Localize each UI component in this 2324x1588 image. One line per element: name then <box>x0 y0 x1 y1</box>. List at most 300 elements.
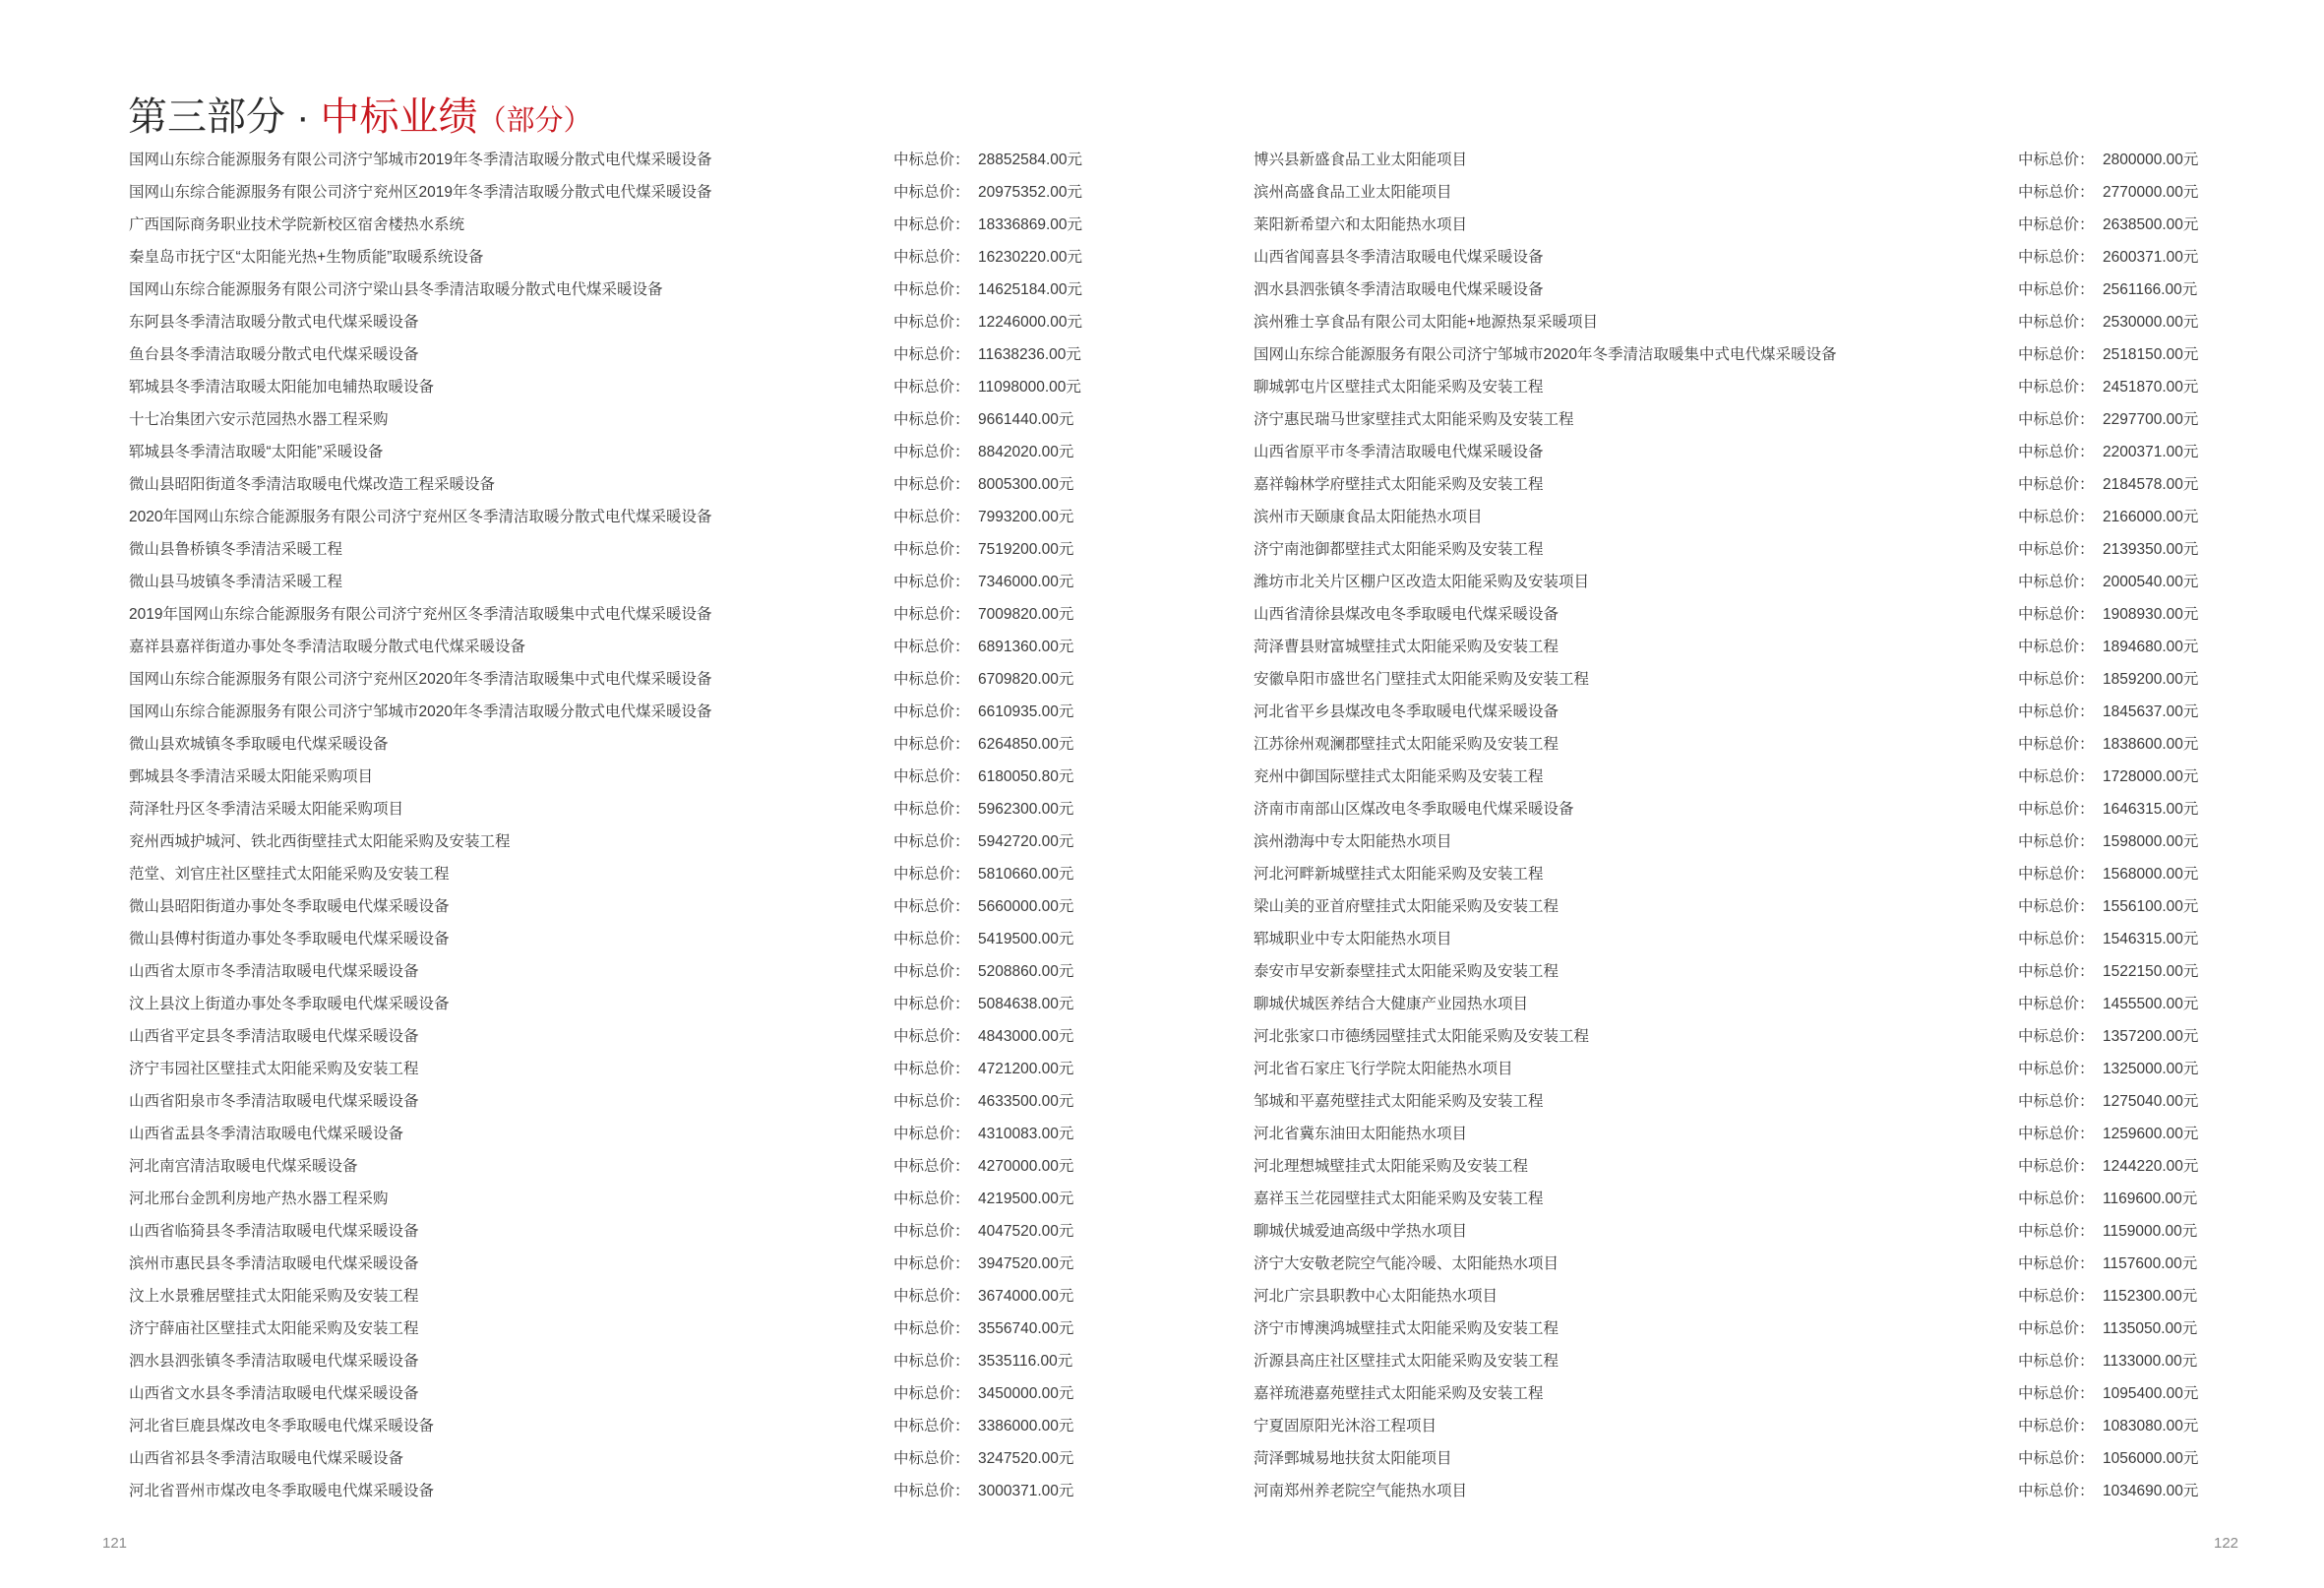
bid-amount <box>2018 209 2198 241</box>
amount-label: 中标总价： <box>893 1093 970 1110</box>
amount-value: 1169600.00元 <box>2103 1191 2198 1207</box>
bid-amount <box>2018 1280 2197 1313</box>
list-item <box>129 696 1093 728</box>
bid-amount <box>2018 371 2198 403</box>
list-item <box>129 663 1093 696</box>
list-item <box>129 631 1093 663</box>
amount-label: 中标总价： <box>2018 801 2095 818</box>
amount-label: 中标总价： <box>2018 1191 2095 1207</box>
page-title <box>128 92 592 146</box>
amount-value: 4843000.00元 <box>978 1028 1074 1045</box>
list-item <box>1254 663 2218 696</box>
project-name: 河北省晋州市煤改电冬季取暖电代煤采暖设备 <box>129 1483 435 1499</box>
list-item <box>129 338 1093 371</box>
amount-value: 3947520.00元 <box>978 1255 1074 1272</box>
project-name: 河北省平乡县煤改电冬季取暖电代煤采暖设备 <box>1254 703 1560 720</box>
bid-amount <box>893 1215 1073 1248</box>
project-name: 宁夏固原阳光沐浴工程项目 <box>1254 1418 1437 1435</box>
amount-value: 16230220.00元 <box>978 249 1083 266</box>
project-name: 山西省文水县冬季清洁取暖电代煤采暖设备 <box>129 1385 419 1402</box>
amount-label: 中标总价： <box>2018 1288 2095 1305</box>
project-name: 济宁南池御都壁挂式太阳能采购及安装工程 <box>1254 541 1544 558</box>
project-name: 2020年国网山东综合能源服务有限公司济宁兖州区冬季清洁取暖分散式电代煤采暖设备 <box>129 509 712 525</box>
list-item <box>1254 306 2218 338</box>
amount-value: 1259600.00元 <box>2103 1126 2199 1142</box>
bid-amount <box>2018 1442 2198 1475</box>
project-name: 山西省清徐县煤改电冬季取暖电代煤采暖设备 <box>1254 606 1560 623</box>
amount-label: 中标总价： <box>893 1288 970 1305</box>
amount-value: 2518150.00元 <box>2103 346 2199 363</box>
bid-amount <box>2018 468 2198 501</box>
amount-label: 中标总价： <box>893 184 970 201</box>
amount-label: 中标总价： <box>893 606 970 623</box>
project-name: 2019年国网山东综合能源服务有限公司济宁兖州区冬季清洁取暖集中式电代煤采暖设备 <box>129 606 712 623</box>
amount-label: 中标总价： <box>2018 703 2095 720</box>
amount-value: 2561166.00元 <box>2103 281 2198 298</box>
bid-amount <box>2018 923 2198 955</box>
amount-label: 中标总价： <box>893 1158 970 1175</box>
bid-amount <box>2018 1345 2197 1377</box>
list-item <box>129 1183 1093 1215</box>
list-item <box>129 403 1093 436</box>
project-name: 山西省阳泉市冬季清洁取暖电代煤采暖设备 <box>129 1093 419 1110</box>
project-name: 山西省临猗县冬季清洁取暖电代煤采暖设备 <box>129 1223 419 1240</box>
amount-label: 中标总价： <box>893 768 970 785</box>
amount-label: 中标总价： <box>893 931 970 947</box>
amount-label: 中标总价： <box>2018 574 2095 590</box>
project-name: 兖州中御国际壁挂式太阳能采购及安装工程 <box>1254 768 1544 785</box>
amount-value: 6610935.00元 <box>978 703 1074 720</box>
bid-amount <box>2018 1150 2198 1183</box>
amount-value: 6180050.80元 <box>978 768 1074 785</box>
bid-amount <box>2018 1313 2197 1345</box>
bid-amount <box>893 858 1073 890</box>
bid-amount <box>893 890 1073 923</box>
amount-value: 7346000.00元 <box>978 574 1074 590</box>
left-project-list <box>129 144 1093 1507</box>
amount-label: 中标总价： <box>2018 541 2095 558</box>
project-name: 泗水县泗张镇冬季清洁取暖电代煤采暖设备 <box>129 1353 419 1370</box>
amount-value: 1845637.00元 <box>2103 703 2199 720</box>
amount-label: 中标总价： <box>893 1223 970 1240</box>
amount-label: 中标总价： <box>893 152 970 168</box>
list-item <box>129 793 1093 825</box>
project-name: 聊城伏城医养结合大健康产业园热水项目 <box>1254 996 1529 1012</box>
bid-amount <box>2018 955 2198 988</box>
bid-amount <box>893 1313 1073 1345</box>
amount-label: 中标总价： <box>2018 671 2095 688</box>
project-name: 微山县马坡镇冬季清洁采暖工程 <box>129 574 343 590</box>
amount-label: 中标总价： <box>893 509 970 525</box>
project-name: 河北南宫清洁取暖电代煤采暖设备 <box>129 1158 358 1175</box>
list-item <box>1254 1215 2218 1248</box>
list-item <box>129 436 1093 468</box>
amount-value: 9661440.00元 <box>978 411 1074 428</box>
bid-amount <box>893 988 1073 1020</box>
list-item <box>129 890 1093 923</box>
amount-label: 中标总价： <box>2018 444 2095 460</box>
project-name: 济南市南部山区煤改电冬季取暖电代煤采暖设备 <box>1254 801 1574 818</box>
amount-value: 8842020.00元 <box>978 444 1074 460</box>
list-item <box>1254 923 2218 955</box>
project-name: 十七冶集团六安示范园热水器工程采购 <box>129 411 389 428</box>
list-item <box>1254 274 2218 306</box>
project-name: 河北邢台金凯利房地产热水器工程采购 <box>129 1191 389 1207</box>
bid-amount <box>893 728 1073 761</box>
project-name: 山西省平定县冬季清洁取暖电代煤采暖设备 <box>129 1028 419 1045</box>
page-number-right: 122 <box>2214 1535 2239 1552</box>
project-name: 河北张家口市德绣园壁挂式太阳能采购及安装工程 <box>1254 1028 1590 1045</box>
amount-label: 中标总价： <box>2018 1061 2095 1077</box>
bid-amount <box>893 923 1073 955</box>
bid-amount <box>2018 176 2198 209</box>
project-name: 国网山东综合能源服务有限公司济宁邹城市2020年冬季清洁取暖集中式电代煤采暖设备 <box>1254 346 1837 363</box>
amount-label: 中标总价： <box>893 541 970 558</box>
project-name: 河北理想城壁挂式太阳能采购及安装工程 <box>1254 1158 1529 1175</box>
amount-label: 中标总价： <box>2018 1255 2095 1272</box>
amount-label: 中标总价： <box>2018 1385 2095 1402</box>
list-item <box>1254 631 2218 663</box>
amount-value: 2600371.00元 <box>2103 249 2199 266</box>
bid-amount <box>2018 566 2198 598</box>
bid-amount <box>2018 728 2198 761</box>
bid-amount <box>893 1150 1073 1183</box>
amount-label: 中标总价： <box>893 996 970 1012</box>
amount-value: 1275040.00元 <box>2103 1093 2199 1110</box>
list-item <box>129 1377 1093 1410</box>
amount-value: 1568000.00元 <box>2103 866 2199 883</box>
list-item <box>1254 241 2218 274</box>
project-name: 安徽阜阳市盛世名门壁挂式太阳能采购及安装工程 <box>1254 671 1590 688</box>
list-item <box>1254 955 2218 988</box>
list-item <box>129 1442 1093 1475</box>
amount-label: 中标总价： <box>2018 1126 2095 1142</box>
amount-value: 7519200.00元 <box>978 541 1074 558</box>
list-item <box>1254 728 2218 761</box>
amount-value: 7009820.00元 <box>978 606 1074 623</box>
amount-value: 1728000.00元 <box>2103 768 2199 785</box>
project-name: 河北广宗县职教中心太阳能热水项目 <box>1254 1288 1498 1305</box>
amount-value: 1894680.00元 <box>2103 639 2199 655</box>
amount-value: 2166000.00元 <box>2103 509 2199 525</box>
list-item <box>129 1345 1093 1377</box>
amount-label: 中标总价： <box>893 1353 970 1370</box>
bid-amount <box>893 209 1082 241</box>
bid-amount <box>2018 1475 2198 1507</box>
bid-amount <box>2018 858 2198 890</box>
amount-label: 中标总价： <box>893 379 970 396</box>
list-item <box>1254 1345 2218 1377</box>
amount-label: 中标总价： <box>893 1061 970 1077</box>
list-item <box>129 566 1093 598</box>
bid-amount <box>2018 403 2198 436</box>
list-item <box>1254 825 2218 858</box>
amount-label: 中标总价： <box>893 1191 970 1207</box>
project-name: 鱼台县冬季清洁取暖分散式电代煤采暖设备 <box>129 346 419 363</box>
amount-value: 1598000.00元 <box>2103 833 2199 850</box>
bid-amount <box>893 566 1073 598</box>
bid-amount <box>893 1280 1073 1313</box>
title-subtitle: （部分） <box>477 105 592 137</box>
amount-label: 中标总价： <box>2018 346 2095 363</box>
amount-label: 中标总价： <box>2018 1418 2095 1435</box>
bid-amount <box>2018 1085 2198 1118</box>
list-item <box>1254 144 2218 176</box>
amount-value: 1357200.00元 <box>2103 1028 2199 1045</box>
list-item <box>129 1248 1093 1280</box>
amount-label: 中标总价： <box>2018 216 2095 233</box>
amount-value: 1908930.00元 <box>2103 606 2199 623</box>
project-name: 菏泽曹县财富城壁挂式太阳能采购及安装工程 <box>1254 639 1560 655</box>
list-item <box>129 988 1093 1020</box>
amount-value: 8005300.00元 <box>978 476 1074 493</box>
list-item <box>1254 338 2218 371</box>
amount-label: 中标总价： <box>893 736 970 753</box>
bid-amount <box>893 436 1073 468</box>
project-name: 聊城郭屯片区壁挂式太阳能采购及安装工程 <box>1254 379 1544 396</box>
list-item <box>129 1410 1093 1442</box>
amount-value: 1546315.00元 <box>2103 931 2199 947</box>
amount-label: 中标总价： <box>2018 249 2095 266</box>
project-name: 滨州市惠民县冬季清洁取暖电代煤采暖设备 <box>129 1255 419 1272</box>
list-item <box>129 533 1093 566</box>
amount-label: 中标总价： <box>2018 1320 2095 1337</box>
amount-value: 4270000.00元 <box>978 1158 1074 1175</box>
bid-amount <box>893 1085 1073 1118</box>
amount-value: 2770000.00元 <box>2103 184 2199 201</box>
amount-label: 中标总价： <box>893 1418 970 1435</box>
list-item <box>1254 176 2218 209</box>
amount-value: 3247520.00元 <box>978 1450 1074 1467</box>
list-item <box>129 1280 1093 1313</box>
list-item <box>1254 1053 2218 1085</box>
amount-label: 中标总价： <box>2018 1353 2095 1370</box>
amount-value: 6891360.00元 <box>978 639 1074 655</box>
project-name: 嘉祥县嘉祥街道办事处冬季清洁取暖分散式电代煤采暖设备 <box>129 639 526 655</box>
bid-amount <box>2018 663 2198 696</box>
amount-value: 1522150.00元 <box>2103 963 2199 980</box>
list-item <box>1254 1313 2218 1345</box>
project-name: 河北省冀东油田太阳能热水项目 <box>1254 1126 1468 1142</box>
project-name: 莱阳新希望六和太阳能热水项目 <box>1254 216 1468 233</box>
list-item <box>1254 1280 2218 1313</box>
list-item <box>1254 209 2218 241</box>
amount-label: 中标总价： <box>2018 1158 2095 1175</box>
bid-amount <box>893 761 1073 793</box>
project-name: 兖州西城护城河、铁北西街壁挂式太阳能采购及安装工程 <box>129 833 511 850</box>
amount-value: 7993200.00元 <box>978 509 1074 525</box>
list-item <box>129 1313 1093 1345</box>
bid-amount <box>893 1377 1073 1410</box>
bid-amount <box>2018 825 2198 858</box>
amount-label: 中标总价： <box>2018 1028 2095 1045</box>
amount-value: 1159000.00元 <box>2103 1223 2198 1240</box>
bid-amount <box>893 1442 1073 1475</box>
amount-label: 中标总价： <box>2018 152 2095 168</box>
project-name: 广西国际商务职业技术学院新校区宿舍楼热水系统 <box>129 216 465 233</box>
amount-value: 2200371.00元 <box>2103 444 2199 460</box>
amount-label: 中标总价： <box>893 1320 970 1337</box>
bid-amount <box>2018 1183 2197 1215</box>
amount-value: 5208860.00元 <box>978 963 1074 980</box>
project-name: 微山县欢城镇冬季取暖电代煤采暖设备 <box>129 736 389 753</box>
bid-amount <box>893 1118 1073 1150</box>
project-name: 鄄城县冬季清洁采暖太阳能采购项目 <box>129 768 374 785</box>
amount-label: 中标总价： <box>893 1126 970 1142</box>
list-item <box>1254 1377 2218 1410</box>
list-item <box>1254 1183 2218 1215</box>
amount-value: 2800000.00元 <box>2103 152 2199 168</box>
list-item <box>129 598 1093 631</box>
list-item <box>1254 1085 2218 1118</box>
amount-value: 1152300.00元 <box>2103 1288 2198 1305</box>
amount-label: 中标总价： <box>2018 1450 2095 1467</box>
project-name: 聊城伏城爱迪高级中学热水项目 <box>1254 1223 1468 1240</box>
project-name: 郓城县冬季清洁取暖太阳能加电辅热取暖设备 <box>129 379 435 396</box>
list-item <box>129 1118 1093 1150</box>
bid-amount <box>2018 436 2198 468</box>
amount-value: 1034690.00元 <box>2103 1483 2199 1499</box>
project-name: 山西省太原市冬季清洁取暖电代煤采暖设备 <box>129 963 419 980</box>
bid-amount <box>2018 890 2198 923</box>
amount-label: 中标总价： <box>2018 1093 2095 1110</box>
list-item <box>129 1053 1093 1085</box>
list-item <box>129 176 1093 209</box>
project-name: 济宁惠民瑞马世家壁挂式太阳能采购及安装工程 <box>1254 411 1574 428</box>
bid-amount <box>2018 338 2198 371</box>
project-name: 滨州市天颐康食品太阳能热水项目 <box>1254 509 1483 525</box>
amount-label: 中标总价： <box>2018 379 2095 396</box>
amount-value: 1455500.00元 <box>2103 996 2199 1012</box>
amount-value: 1133000.00元 <box>2103 1353 2198 1370</box>
list-item <box>129 1085 1093 1118</box>
amount-value: 1095400.00元 <box>2103 1385 2199 1402</box>
amount-label: 中标总价： <box>893 1255 970 1272</box>
amount-label: 中标总价： <box>2018 768 2095 785</box>
project-name: 河北河畔新城壁挂式太阳能采购及安装工程 <box>1254 866 1544 883</box>
project-name: 秦皇岛市抚宁区“太阳能光热+生物质能”取暖系统设备 <box>129 249 484 266</box>
amount-value: 1135050.00元 <box>2103 1320 2198 1337</box>
bid-amount <box>893 533 1073 566</box>
project-name: 范堂、刘官庄社区壁挂式太阳能采购及安装工程 <box>129 866 450 883</box>
bid-amount <box>893 306 1082 338</box>
amount-label: 中标总价： <box>2018 736 2095 753</box>
amount-label: 中标总价： <box>893 411 970 428</box>
amount-value: 4219500.00元 <box>978 1191 1074 1207</box>
project-name: 河南郑州养老院空气能热水项目 <box>1254 1483 1468 1499</box>
amount-value: 4310083.00元 <box>978 1126 1074 1142</box>
amount-value: 4721200.00元 <box>978 1061 1074 1077</box>
amount-value: 5419500.00元 <box>978 931 1074 947</box>
project-name: 微山县昭阳街道冬季清洁取暖电代煤改造工程采暖设备 <box>129 476 496 493</box>
amount-label: 中标总价： <box>893 216 970 233</box>
amount-value: 12246000.00元 <box>978 314 1083 331</box>
project-name: 济宁薛庙社区壁挂式太阳能采购及安装工程 <box>129 1320 419 1337</box>
page-number-left: 121 <box>102 1535 128 1552</box>
amount-label: 中标总价： <box>2018 1223 2095 1240</box>
list-item <box>1254 1475 2218 1507</box>
list-item <box>1254 468 2218 501</box>
list-item <box>1254 1248 2218 1280</box>
bid-amount <box>2018 1020 2198 1053</box>
bid-amount <box>893 338 1081 371</box>
amount-value: 2451870.00元 <box>2103 379 2199 396</box>
title-highlight: 中标业绩 <box>320 95 478 139</box>
list-item <box>1254 793 2218 825</box>
bid-amount <box>893 598 1073 631</box>
amount-value: 4633500.00元 <box>978 1093 1074 1110</box>
amount-value: 1859200.00元 <box>2103 671 2199 688</box>
amount-value: 5084638.00元 <box>978 996 1074 1012</box>
amount-value: 14625184.00元 <box>978 281 1083 298</box>
project-name: 滨州雅士享食品有限公司太阳能+地源热泵采暖项目 <box>1254 314 1599 331</box>
project-name: 国网山东综合能源服务有限公司济宁兖州区2019年冬季清洁取暖分散式电代煤采暖设备 <box>129 184 712 201</box>
list-item <box>129 1215 1093 1248</box>
amount-value: 5660000.00元 <box>978 898 1074 915</box>
bid-amount <box>2018 1053 2198 1085</box>
bid-amount <box>893 274 1082 306</box>
bid-amount <box>893 501 1073 533</box>
bid-amount <box>2018 501 2198 533</box>
bid-amount <box>893 631 1073 663</box>
amount-label: 中标总价： <box>2018 1483 2095 1499</box>
amount-label: 中标总价： <box>893 801 970 818</box>
amount-label: 中标总价： <box>893 346 970 363</box>
amount-value: 3450000.00元 <box>978 1385 1074 1402</box>
bid-amount <box>2018 598 2198 631</box>
bid-amount <box>2018 1377 2198 1410</box>
amount-label: 中标总价： <box>893 963 970 980</box>
amount-value: 2000540.00元 <box>2103 574 2199 590</box>
amount-label: 中标总价： <box>2018 996 2095 1012</box>
project-name: 微山县昭阳街道办事处冬季取暖电代煤采暖设备 <box>129 898 450 915</box>
amount-label: 中标总价： <box>2018 639 2095 655</box>
amount-label: 中标总价： <box>2018 411 2095 428</box>
project-name: 国网山东综合能源服务有限公司济宁兖州区2020年冬季清洁取暖集中式电代煤采暖设备 <box>129 671 712 688</box>
project-name: 山西省原平市冬季清洁取暖电代煤采暖设备 <box>1254 444 1544 460</box>
project-name: 嘉祥翰林学府壁挂式太阳能采购及安装工程 <box>1254 476 1544 493</box>
amount-label: 中标总价： <box>893 1028 970 1045</box>
list-item <box>1254 761 2218 793</box>
bid-amount <box>2018 696 2198 728</box>
amount-value: 6709820.00元 <box>978 671 1074 688</box>
amount-value: 2638500.00元 <box>2103 216 2199 233</box>
project-name: 河北省石家庄飞行学院太阳能热水项目 <box>1254 1061 1513 1077</box>
list-item <box>1254 988 2218 1020</box>
bid-amount <box>2018 988 2198 1020</box>
bid-amount <box>893 1183 1073 1215</box>
project-name: 郓城职业中专太阳能热水项目 <box>1254 931 1452 947</box>
amount-value: 3674000.00元 <box>978 1288 1074 1305</box>
list-item <box>1254 1020 2218 1053</box>
amount-label: 中标总价： <box>2018 898 2095 915</box>
amount-label: 中标总价： <box>893 1483 970 1499</box>
amount-value: 18336869.00元 <box>978 216 1083 233</box>
amount-value: 3386000.00元 <box>978 1418 1074 1435</box>
amount-value: 2184578.00元 <box>2103 476 2199 493</box>
bid-amount <box>2018 1410 2198 1442</box>
project-name: 菏泽鄄城易地扶贫太阳能项目 <box>1254 1450 1452 1467</box>
amount-label: 中标总价： <box>2018 281 2095 298</box>
list-item <box>129 761 1093 793</box>
bid-amount <box>2018 1248 2197 1280</box>
amount-value: 3000371.00元 <box>978 1483 1074 1499</box>
bid-amount <box>2018 793 2198 825</box>
amount-value: 5942720.00元 <box>978 833 1074 850</box>
list-item <box>1254 890 2218 923</box>
project-name: 博兴县新盛食品工业太阳能项目 <box>1254 152 1468 168</box>
project-name: 山西省祁县冬季清洁取暖电代煤采暖设备 <box>129 1450 404 1467</box>
